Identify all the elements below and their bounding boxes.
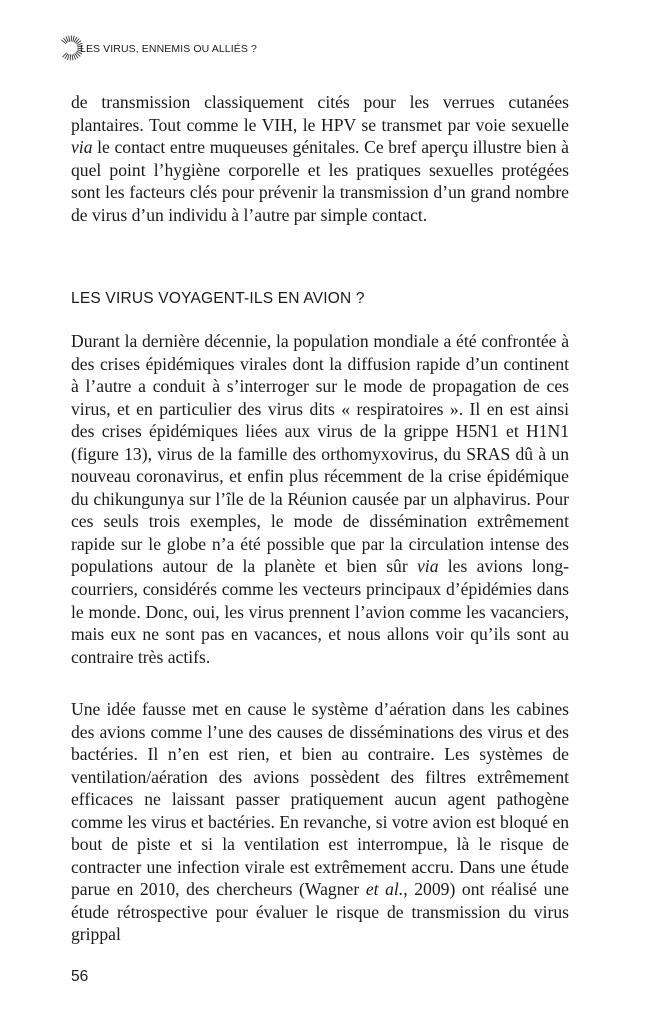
- body-paragraph-2: [71, 330, 569, 668]
- text-run: le contact entre muqueuses génitales. Ce bref aperçu illustre bien à quel point l’hygiène corporelle et les pratiques sexuelles protégées sont les facteurs clés pour prévenir la transmission d’un grand nombre de virus d’un individu à l’autre par simple contact.: [71, 137, 569, 225]
- text-run: les avions long-courriers, considérés comme les vecteurs principaux d’épidémies dans le monde. Donc, oui, les virus prennent l’avion comme les vacanciers, mais eux ne sont pas en vacances, et nous allons voir qu’ils sont au contraire très actifs.: [71, 556, 570, 667]
- italic-run: via: [71, 137, 93, 158]
- italic-run: via: [417, 556, 439, 577]
- sunburst-ray: [69, 36, 70, 42]
- sunburst-ray: [67, 54, 69, 60]
- text-run: de transmission classiquement cités pour les verrues cutanées plantaires. Tout comme le VIH, le HPV se transmet par voie sexuelle: [71, 92, 569, 135]
- text-run: Durant la dernière décennie, la population mondiale a été confrontée à des crises épidémiques virales dont la diffusion rapide d’un continent à l’autre a conduit à s’interroger sur le mode de propagation de ces virus, et en particulier des virus dits « respiratoires ». Il en est ainsi des crises épidémiques liées aux virus de la grippe H5N1 et H1N1 (figure 13), virus de la famille des orthomyxovirus, du SRAS dû à un nouveau coronavirus, et enfin plus récemment de la crise épidémique du chikungunya sur l’île de la Réunion causée par un alphavirus. Pour ces seuls trois exemples, le mode de dissémination extrêmement rapide sur le globe n’a été possible que par la circulation intense des populations autour de la planète et bien sûr: [71, 331, 569, 577]
- sunburst-ray: [72, 54, 73, 60]
- text-run: , 2009) ont réalisé une étude rétrospective pour évaluer le risque de transmission du virus grippal: [71, 879, 569, 945]
- running-head: [57, 34, 257, 62]
- text-run: Une idée fausse met en cause le système d’aération dans les cabines des avions comme l’une des causes de disséminations des virus et des bactéries. Il n’en est rien, et bien au contraire. Les systèmes de ventilation/aération des avions possèdent des filtres extrêmement efficaces ne laissant passer pratiquement aucun agent pathogène comme les virus et bactéries. En revanche, si votre avion est bloqué en bout de piste et si la ventilation est interrompue, là le risque de contracter une infection virale est extrêmement accru. Dans une étude parue en 2010, des chercheurs (Wagner: [71, 699, 569, 900]
- running-head-title: LES VIRUS, ENNEMIS OU ALLIÉS ?: [80, 42, 257, 55]
- sunburst-ray: [73, 36, 75, 42]
- body-paragraph-3: [71, 698, 569, 946]
- body-paragraph-1: [71, 91, 569, 226]
- section-heading: LES VIRUS VOYAGENT-ILS EN AVION ?: [71, 290, 365, 307]
- page-number: 56: [71, 968, 89, 985]
- italic-run: et al.: [365, 879, 404, 900]
